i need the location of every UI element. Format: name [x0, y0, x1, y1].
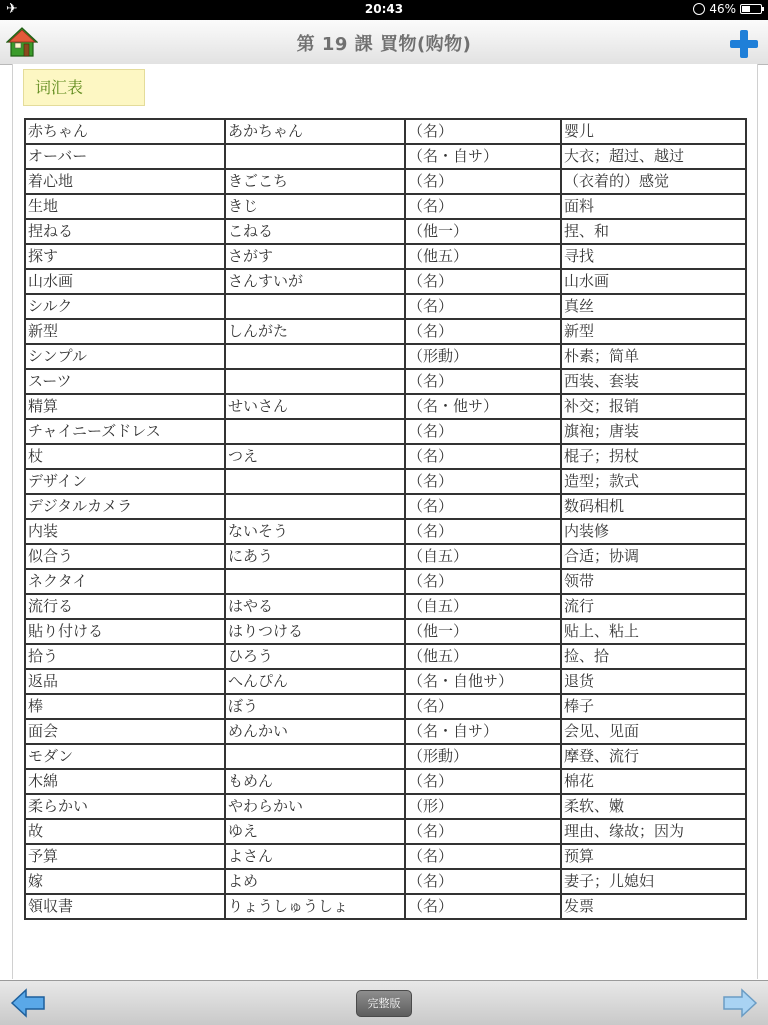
vocab-word: 故 — [25, 819, 225, 844]
vocab-word: 返品 — [25, 669, 225, 694]
vocab-part-of-speech: （名・自サ） — [405, 719, 561, 744]
nav-bar — [0, 20, 768, 65]
vocab-word: 面会 — [25, 719, 225, 744]
left-arrow-icon[interactable] — [10, 987, 46, 1019]
vocab-part-of-speech: （他一） — [405, 619, 561, 644]
vocab-reading — [225, 469, 405, 494]
vocab-reading: ないそう — [225, 519, 405, 544]
table-row — [25, 419, 746, 444]
vocab-meaning: 预算 — [561, 844, 746, 869]
vocab-meaning: 寻找 — [561, 244, 746, 269]
vocab-part-of-speech: （形） — [405, 794, 561, 819]
page-title: 第 19 課 買物(购物) — [296, 34, 472, 55]
airplane-icon: ✈ — [6, 1, 18, 17]
vocab-meaning: 婴儿 — [561, 119, 746, 144]
table-row — [25, 519, 746, 544]
vocab-word: 生地 — [25, 194, 225, 219]
rotation-lock-icon — [693, 3, 705, 15]
vocab-reading: はりつける — [225, 619, 405, 644]
table-row — [25, 394, 746, 419]
table-row — [25, 369, 746, 394]
table-row — [25, 494, 746, 519]
table-row — [25, 444, 746, 469]
vocab-part-of-speech: （名） — [405, 194, 561, 219]
vocab-meaning: 补交；报销 — [561, 394, 746, 419]
battery-icon — [740, 4, 762, 14]
vocab-word: 探す — [25, 244, 225, 269]
vocab-word: 柔らかい — [25, 794, 225, 819]
vocab-part-of-speech: （名） — [405, 294, 561, 319]
vocab-meaning: 旗袍；唐装 — [561, 419, 746, 444]
vocab-part-of-speech: （名） — [405, 319, 561, 344]
table-row — [25, 669, 746, 694]
vocab-reading: こねる — [225, 219, 405, 244]
vocab-meaning: 贴上、粘上 — [561, 619, 746, 644]
vocab-part-of-speech: （自五） — [405, 544, 561, 569]
battery-level — [742, 6, 750, 12]
vocab-reading: きごこち — [225, 169, 405, 194]
vocab-part-of-speech: （名） — [405, 419, 561, 444]
vocab-part-of-speech: （名） — [405, 894, 561, 919]
vocab-reading — [225, 369, 405, 394]
vocab-part-of-speech: （名） — [405, 819, 561, 844]
vocabulary-section-label: 词汇表 — [23, 69, 145, 106]
vocab-reading: めんかい — [225, 719, 405, 744]
table-row — [25, 569, 746, 594]
vocab-part-of-speech: （他五） — [405, 644, 561, 669]
table-row — [25, 194, 746, 219]
vocab-part-of-speech: （名・他サ） — [405, 394, 561, 419]
vocab-part-of-speech: （名） — [405, 369, 561, 394]
vocab-part-of-speech: （形動） — [405, 344, 561, 369]
vocab-part-of-speech: （名・自サ） — [405, 144, 561, 169]
vocab-word: 予算 — [25, 844, 225, 869]
vocab-reading: せいさん — [225, 394, 405, 419]
vocab-meaning: 妻子；儿媳妇 — [561, 869, 746, 894]
vocab-reading: さがす — [225, 244, 405, 269]
vocab-meaning: 发票 — [561, 894, 746, 919]
vocab-part-of-speech: （名） — [405, 844, 561, 869]
bottom-toolbar — [0, 980, 768, 1025]
table-row — [25, 469, 746, 494]
vocab-meaning: 朴素；简单 — [561, 344, 746, 369]
content-area — [12, 64, 758, 979]
vocab-word: チャイニーズドレス — [25, 419, 225, 444]
vocab-word: 嫁 — [25, 869, 225, 894]
vocab-part-of-speech: （名） — [405, 494, 561, 519]
vocab-word: 木綿 — [25, 769, 225, 794]
vocab-reading: あかちゃん — [225, 119, 405, 144]
vocab-reading: もめん — [225, 769, 405, 794]
vocab-part-of-speech: （名） — [405, 869, 561, 894]
table-row — [25, 694, 746, 719]
vocab-part-of-speech: （名） — [405, 694, 561, 719]
vocab-meaning: 合适；协调 — [561, 544, 746, 569]
vocab-meaning: 捡、拾 — [561, 644, 746, 669]
vocab-reading: りょうしゅうしょ — [225, 894, 405, 919]
vocab-meaning: 领带 — [561, 569, 746, 594]
plus-icon[interactable] — [728, 28, 760, 60]
vocab-word: 似合う — [25, 544, 225, 569]
vocabulary-table — [24, 118, 747, 920]
table-row — [25, 144, 746, 169]
full-version-button[interactable]: 完整版 — [356, 990, 412, 1017]
table-row — [25, 244, 746, 269]
vocab-reading — [225, 494, 405, 519]
vocab-part-of-speech: （名・自他サ） — [405, 669, 561, 694]
vocab-word: オーバー — [25, 144, 225, 169]
vocab-meaning: 山水画 — [561, 269, 746, 294]
right-arrow-icon[interactable] — [722, 987, 758, 1019]
vocab-reading — [225, 744, 405, 769]
vocab-meaning: 数码相机 — [561, 494, 746, 519]
vocab-word: 精算 — [25, 394, 225, 419]
vocab-word: 棒 — [25, 694, 225, 719]
table-row — [25, 169, 746, 194]
vocab-reading: よさん — [225, 844, 405, 869]
vocab-reading: やわらかい — [225, 794, 405, 819]
status-time: 20:43 — [364, 2, 404, 16]
table-row — [25, 769, 746, 794]
vocab-reading: ひろう — [225, 644, 405, 669]
table-row — [25, 544, 746, 569]
table-row — [25, 719, 746, 744]
table-row — [25, 619, 746, 644]
vocab-meaning: 退货 — [561, 669, 746, 694]
vocab-meaning: 柔软、嫩 — [561, 794, 746, 819]
table-row — [25, 744, 746, 769]
vocab-reading: つえ — [225, 444, 405, 469]
vocab-word: 赤ちゃん — [25, 119, 225, 144]
vocab-reading: よめ — [225, 869, 405, 894]
table-row — [25, 844, 746, 869]
vocab-word: モダン — [25, 744, 225, 769]
vocab-word: シンプル — [25, 344, 225, 369]
vocab-word: デザイン — [25, 469, 225, 494]
vocab-meaning: 西装、套装 — [561, 369, 746, 394]
vocab-reading: へんぴん — [225, 669, 405, 694]
vocab-meaning: 棒子 — [561, 694, 746, 719]
vocab-word: スーツ — [25, 369, 225, 394]
vocab-reading — [225, 419, 405, 444]
vocab-meaning: （衣着的）感觉 — [561, 169, 746, 194]
vocab-reading: ゆえ — [225, 819, 405, 844]
table-row — [25, 269, 746, 294]
vocab-part-of-speech: （他五） — [405, 244, 561, 269]
vocab-word: 山水画 — [25, 269, 225, 294]
vocab-meaning: 内装修 — [561, 519, 746, 544]
table-row — [25, 819, 746, 844]
vocab-reading: きじ — [225, 194, 405, 219]
status-bar — [0, 0, 768, 20]
vocab-word: 貼り付ける — [25, 619, 225, 644]
vocab-meaning: 新型 — [561, 319, 746, 344]
vocab-reading: しんがた — [225, 319, 405, 344]
vocab-part-of-speech: （名） — [405, 469, 561, 494]
vocab-reading: さんすいが — [225, 269, 405, 294]
vocab-word: ネクタイ — [25, 569, 225, 594]
vocab-reading: はやる — [225, 594, 405, 619]
vocab-part-of-speech: （名） — [405, 769, 561, 794]
table-row — [25, 119, 746, 144]
vocab-meaning: 捏、和 — [561, 219, 746, 244]
vocab-reading — [225, 569, 405, 594]
status-right — [693, 2, 762, 16]
vocab-meaning: 摩登、流行 — [561, 744, 746, 769]
vocab-part-of-speech: （名） — [405, 569, 561, 594]
table-row — [25, 294, 746, 319]
vocab-word: 着心地 — [25, 169, 225, 194]
vocab-word: 新型 — [25, 319, 225, 344]
vocab-word: 捏ねる — [25, 219, 225, 244]
vocab-meaning: 棍子；拐杖 — [561, 444, 746, 469]
vocab-reading: ぼう — [225, 694, 405, 719]
table-row — [25, 344, 746, 369]
table-row — [25, 219, 746, 244]
vocab-part-of-speech: （名） — [405, 119, 561, 144]
vocab-meaning: 大衣；超过、越过 — [561, 144, 746, 169]
vocab-meaning: 面料 — [561, 194, 746, 219]
table-row — [25, 319, 746, 344]
vocab-meaning: 理由、缘故；因为 — [561, 819, 746, 844]
vocab-word: デジタルカメラ — [25, 494, 225, 519]
table-row — [25, 869, 746, 894]
vocab-word: シルク — [25, 294, 225, 319]
vocab-part-of-speech: （名） — [405, 169, 561, 194]
vocab-reading — [225, 294, 405, 319]
table-row — [25, 894, 746, 919]
vocab-meaning: 真丝 — [561, 294, 746, 319]
vocab-reading — [225, 344, 405, 369]
vocab-part-of-speech: （他一） — [405, 219, 561, 244]
table-row — [25, 594, 746, 619]
vocab-meaning: 造型；款式 — [561, 469, 746, 494]
vocab-part-of-speech: （自五） — [405, 594, 561, 619]
vocab-word: 流行る — [25, 594, 225, 619]
vocab-reading — [225, 144, 405, 169]
vocab-part-of-speech: （形動） — [405, 744, 561, 769]
vocab-reading: にあう — [225, 544, 405, 569]
vocab-word: 内装 — [25, 519, 225, 544]
battery-percent: 46% — [709, 2, 736, 16]
vocab-part-of-speech: （名） — [405, 444, 561, 469]
vocab-word: 杖 — [25, 444, 225, 469]
vocab-word: 拾う — [25, 644, 225, 669]
vocab-part-of-speech: （名） — [405, 519, 561, 544]
vocab-part-of-speech: （名） — [405, 269, 561, 294]
vocab-word: 領収書 — [25, 894, 225, 919]
table-row — [25, 794, 746, 819]
vocab-meaning: 流行 — [561, 594, 746, 619]
vocab-meaning: 棉花 — [561, 769, 746, 794]
vocab-meaning: 会见、见面 — [561, 719, 746, 744]
table-row — [25, 644, 746, 669]
